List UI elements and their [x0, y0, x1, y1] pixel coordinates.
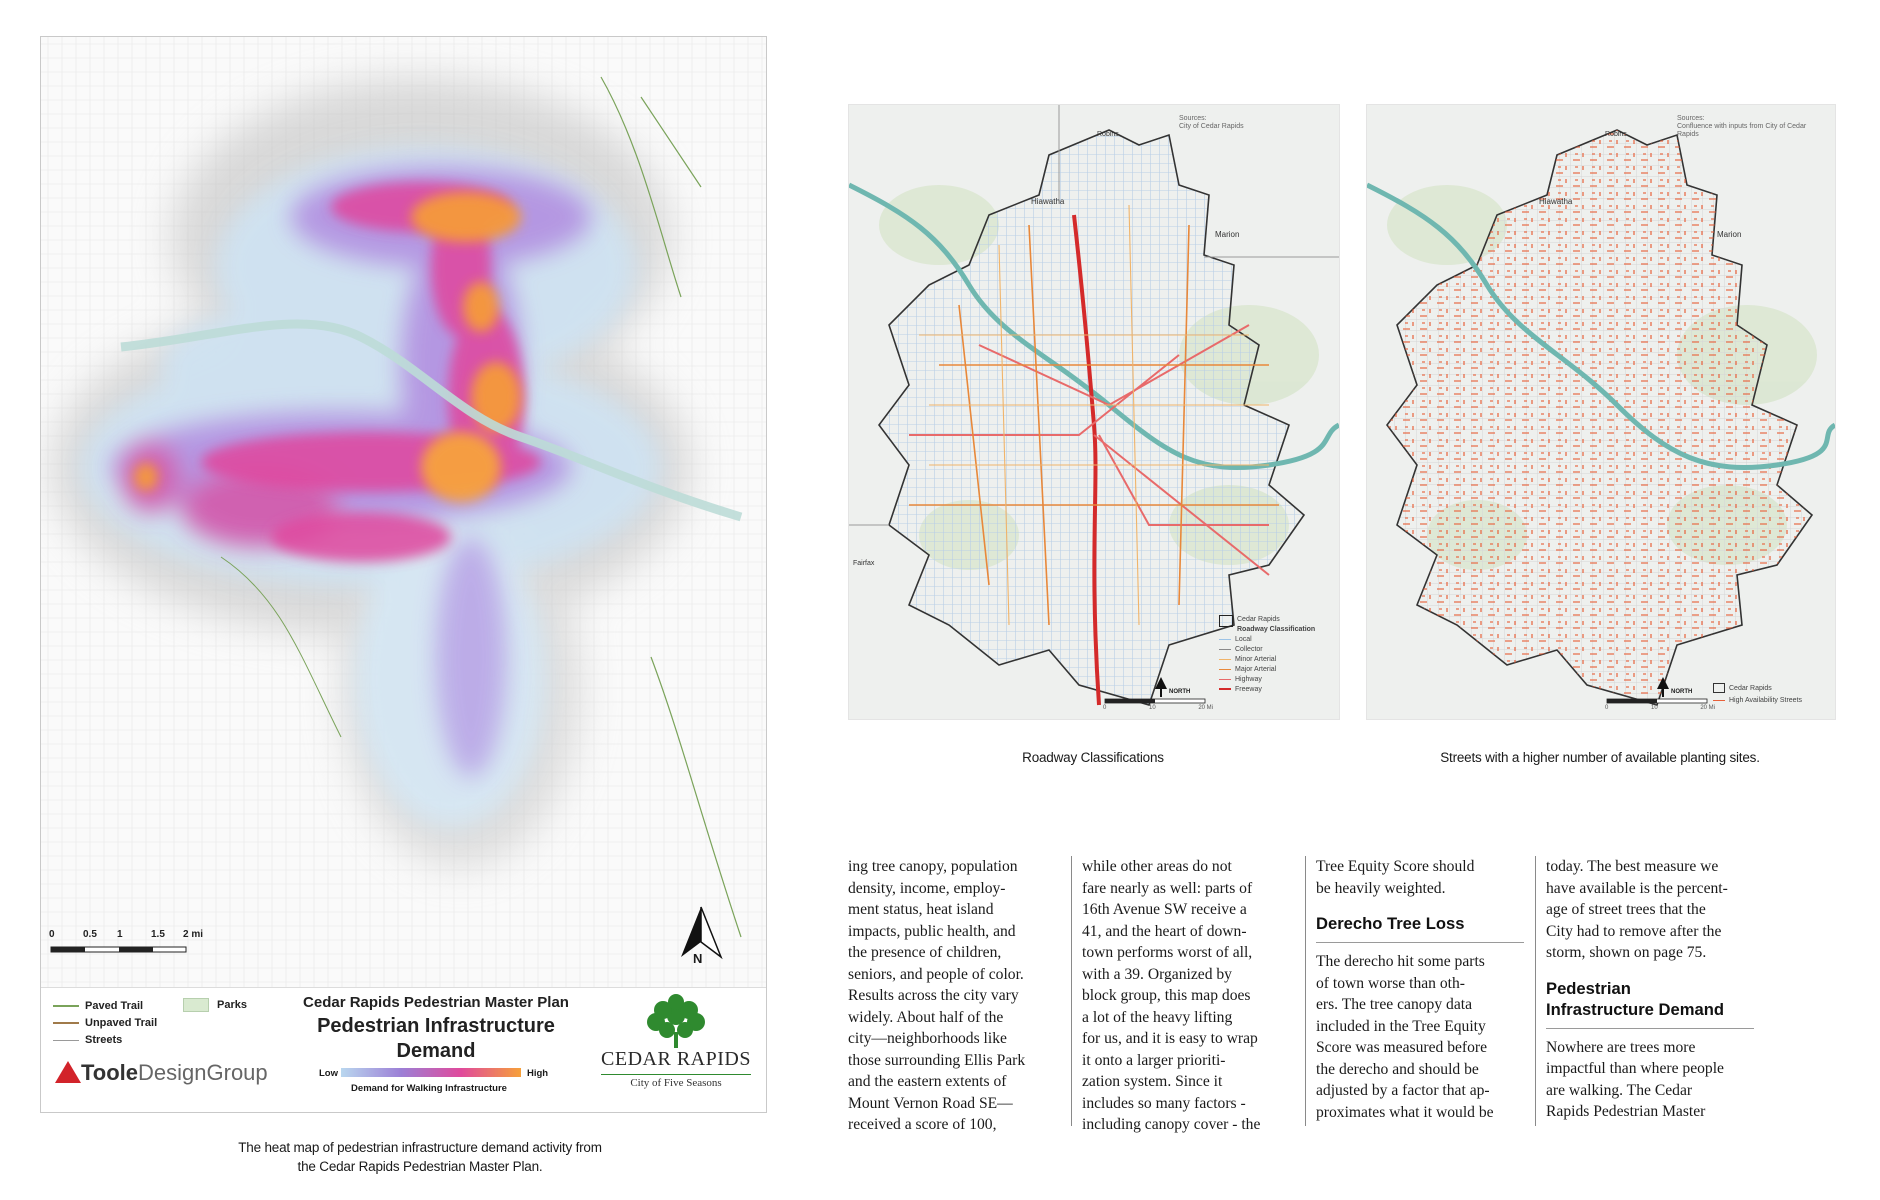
legend-item-highway	[1219, 675, 1331, 685]
legend-label: Highway	[1235, 676, 1262, 683]
plan-name: Cedar Rapids Pedestrian Master Plan	[303, 994, 569, 1011]
roadway-classification-map	[848, 104, 1340, 720]
legend-swatch	[1713, 700, 1725, 701]
legend-item-local	[1219, 635, 1331, 645]
legend-label: Unpaved Trail	[85, 1017, 158, 1029]
cedar-rapids-logo-title: CEDAR RAPIDS	[601, 1048, 751, 1070]
legend-swatch	[1219, 669, 1231, 670]
planting-map-sources: Sources: Confluence with inputs from City of Cedar Rapids	[1677, 115, 1807, 138]
legend-item-high-availability	[1713, 695, 1831, 707]
heading-rule	[1546, 1028, 1754, 1029]
planting-sites-map	[1366, 104, 1836, 720]
legend-item-minor-arterial	[1219, 655, 1331, 665]
north-label: NORTH	[1671, 689, 1693, 695]
logo-prefix: Toole	[81, 1060, 139, 1085]
derecho-tree-loss-heading: Derecho Tree Loss	[1316, 914, 1465, 933]
scale-tick: 2 mi	[183, 929, 204, 940]
scale-tick: 0.5	[83, 929, 97, 940]
streets-swatch	[53, 1040, 79, 1041]
place-label: Robins	[1605, 131, 1627, 138]
legend-label: Minor Arterial	[1235, 656, 1277, 663]
gradient-caption: Demand for Walking Infrastructure	[351, 1083, 507, 1094]
roadway-map-legend	[1219, 615, 1331, 695]
planting-scale-ticks	[1605, 705, 1715, 711]
legend-unpaved-trail	[53, 1017, 157, 1029]
scale-tick: 10	[1650, 705, 1658, 711]
north-label: NORTH	[1169, 689, 1191, 695]
heading-rule	[1316, 942, 1524, 943]
legend-label: Streets	[85, 1034, 123, 1046]
pedestrian-demand-heading	[1546, 978, 1766, 1020]
legend-title-line1: Pedestrian Infrastructure	[317, 1015, 555, 1037]
scale-tick: 0	[1605, 705, 1609, 711]
column-divider	[1071, 856, 1072, 1126]
legend-title: Cedar Rapids	[1237, 616, 1280, 623]
legend-item-freeway	[1219, 685, 1331, 695]
legend-swatch	[1219, 649, 1231, 650]
scale-tick: 20 Mi	[1198, 705, 1213, 711]
scale-tick: 1	[117, 929, 123, 940]
roadway-map-sources: Sources: City of Cedar Rapids	[1179, 115, 1244, 130]
legend-parks	[183, 998, 247, 1012]
column-divider	[1305, 856, 1306, 1126]
paved-trail-swatch	[53, 1005, 79, 1007]
roadway-scale-ticks	[1103, 705, 1213, 711]
unpaved-trail-swatch	[53, 1022, 79, 1024]
planting-map-legend	[1713, 683, 1831, 707]
legend-label: Freeway	[1235, 686, 1262, 693]
legend-swatch	[1219, 639, 1231, 640]
legend-swatch	[1713, 683, 1725, 693]
cedar-rapids-logo	[601, 990, 751, 1110]
legend-label: Local	[1235, 636, 1252, 643]
legend-paved-trail	[53, 1000, 143, 1012]
scale-tick: 20 Mi	[1700, 705, 1715, 711]
legend-label: Parks	[217, 998, 247, 1011]
legend-item-collector	[1219, 645, 1331, 655]
parks-swatch	[183, 998, 209, 1012]
legend-swatch	[1219, 679, 1231, 680]
legend-title-line2: Demand	[396, 1040, 476, 1062]
article-column-1: ing tree canopy, population density, income, employ- ment status, heat island impacts, public health, and the presence of children, seniors, and people of color. Results across the city vary widely. About half of the city—neighborhoods like those surrounding Ellis Park and the eastern extents of Mount Vernon Road SE— received a score of 100,	[848, 858, 1026, 1133]
planting-map-caption: Streets with a higher number of available planting sites.	[1440, 750, 1760, 765]
scale-bar-ticks	[49, 929, 203, 940]
scale-tick: 10	[1148, 705, 1156, 711]
roadway-map-caption: Roadway Classifications	[1022, 750, 1164, 765]
scale-tick: 0	[1103, 705, 1107, 711]
column-divider	[1535, 856, 1536, 1126]
legend-item-city	[1713, 683, 1831, 695]
cedar-rapids-logo-subtitle: City of Five Seasons	[601, 1074, 751, 1089]
place-label: Marion	[1717, 230, 1742, 239]
toole-triangle-icon	[55, 1061, 81, 1083]
gradient-low-label: Low	[319, 1068, 338, 1079]
tree-icon	[601, 990, 751, 1050]
heat-map-image	[41, 37, 766, 987]
place-label: Robins	[1097, 131, 1119, 138]
article-column-2: while other areas do not fare nearly as well: parts of 16th Avenue SW receive a 41, and the heart of down- town performs worst of all, with a 39. Organized by block group, this map does a lot of the heavy lifting for us, and it is easy to wrap it onto a larger prioriti- zation system. Since it includes so many factors - including canopy cover - the	[1082, 858, 1261, 1133]
heat-map-caption-line2: the Cedar Rapids Pedestrian Master Plan.	[297, 1159, 543, 1174]
scale-tick: 0	[49, 929, 55, 940]
legend-swatch	[1219, 659, 1231, 660]
legend-label: Cedar Rapids	[1729, 685, 1772, 692]
column-4-body: Nowhere are trees more impactful than where people are walking. The Cedar Rapids Pedestrian Master	[1546, 1038, 1724, 1120]
legend-label: Paved Trail	[85, 1000, 144, 1012]
heading-line-1: Pedestrian	[1546, 978, 1631, 998]
place-label: Fairfax	[853, 560, 875, 567]
column-3-intro: Tree Equity Score should be heavily weighted.	[1316, 858, 1475, 897]
heading-line-2: Infrastructure Demand	[1546, 999, 1724, 1019]
gradient-high-label: High	[527, 1068, 549, 1079]
city-boundary-swatch	[1219, 615, 1233, 627]
legend-item-major-arterial	[1219, 665, 1331, 675]
legend-streets	[53, 1034, 122, 1046]
scale-tick: 1.5	[151, 929, 165, 940]
heat-map-legend	[41, 987, 766, 1113]
north-label: N	[693, 951, 703, 966]
article-column-3	[1316, 856, 1526, 1123]
place-label: Hiawatha	[1539, 197, 1573, 206]
heat-map-caption-line1: The heat map of pedestrian infrastructure demand activity from	[238, 1140, 602, 1155]
planting-map-image	[1367, 105, 1835, 719]
column-3-body: The derecho hit some parts of town worse than oth- ers. The tree canopy data included in the Tree Equity Score was measured before the derecho and should be adjusted by a factor that ap- proximates what it would be	[1316, 953, 1494, 1121]
heat-map-figure	[40, 36, 767, 1113]
legend-label: Collector	[1235, 646, 1263, 653]
logo-suffix: DesignGroup	[138, 1060, 268, 1085]
toole-design-logo	[55, 1060, 268, 1086]
legend-label: High Availability Streets	[1729, 697, 1803, 704]
place-label: Marion	[1215, 230, 1240, 239]
column-4-intro: today. The best measure we have available is the percent- age of street trees that the City had to remove after the storm, shown on page 75.	[1546, 858, 1728, 961]
heat-map-scale-bar	[51, 947, 186, 952]
heat-map-caption	[200, 1138, 640, 1176]
legend-swatch	[1219, 688, 1231, 690]
legend-label: Major Arterial	[1235, 666, 1277, 673]
legend-subtitle: Roadway Classification	[1237, 626, 1316, 633]
demand-gradient-bar	[341, 1068, 521, 1077]
article-column-4	[1546, 856, 1766, 1123]
place-label: Hiawatha	[1031, 197, 1065, 206]
